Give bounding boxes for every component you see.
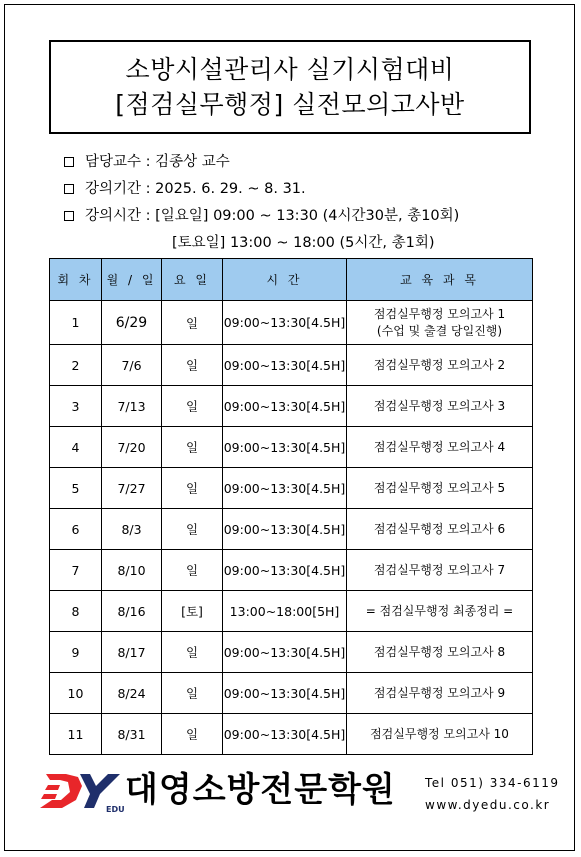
cell-time: 09:00~13:30[4.5H]: [223, 386, 347, 427]
cell-session: 4: [50, 427, 102, 468]
cell-day: 일: [162, 427, 223, 468]
cell-day: 일: [162, 386, 223, 427]
cell-session: 11: [50, 714, 102, 755]
checkbox-bullet-icon: [64, 184, 74, 194]
header-day: 요 일: [162, 259, 223, 301]
table-row: [50, 468, 533, 509]
contact-info: [425, 772, 560, 816]
cell-time: 09:00~13:30[4.5H]: [223, 468, 347, 509]
time-row: [64, 202, 544, 229]
cell-date: 7/13: [102, 386, 162, 427]
header-course: 교 육 과 목: [347, 259, 533, 301]
table-header-row: [50, 259, 533, 301]
cell-course: 점검실무행정 모의고사 8: [347, 632, 533, 673]
cell-date: 8/17: [102, 632, 162, 673]
cell-date: 8/24: [102, 673, 162, 714]
cell-date: 7/6: [102, 345, 162, 386]
cell-time: 09:00~13:30[4.5H]: [223, 632, 347, 673]
course-title: 점검실무행정 모의고사 1: [373, 306, 506, 321]
logo-sub-text: EDU: [106, 805, 125, 814]
cell-session: 8: [50, 591, 102, 632]
cell-session: 2: [50, 345, 102, 386]
cell-session: 10: [50, 673, 102, 714]
course-note: (수업 및 출결 당일진행): [376, 323, 503, 338]
cell-date: 7/20: [102, 427, 162, 468]
table-row: [50, 632, 533, 673]
table-row: [50, 301, 533, 345]
cell-day: 일: [162, 301, 223, 345]
cell-session: 3: [50, 386, 102, 427]
cell-time: 09:00~13:30[4.5H]: [223, 509, 347, 550]
cell-date: 7/27: [102, 468, 162, 509]
cell-session: 7: [50, 550, 102, 591]
cell-date: 8/31: [102, 714, 162, 755]
table-row: [50, 550, 533, 591]
cell-session: 9: [50, 632, 102, 673]
cell-course: = 점검실무행정 최종정리 =: [347, 591, 533, 632]
cell-time: 09:00~13:30[4.5H]: [223, 673, 347, 714]
period-row: [64, 175, 544, 202]
header-time: 시 간: [223, 259, 347, 301]
cell-course: 점검실무행정 모의고사 7: [347, 550, 533, 591]
cell-course: 점검실무행정 모의고사 5: [347, 468, 533, 509]
website-url: www.dyedu.co.kr: [425, 798, 551, 812]
schedule-table: [49, 258, 533, 755]
title-line-2: [점검실무행정] 실전모의고사반: [115, 90, 465, 119]
cell-time: 09:00~13:30[4.5H]: [223, 301, 347, 345]
cell-time: 09:00~13:30[4.5H]: [223, 345, 347, 386]
cell-time: 13:00~18:00[5H]: [223, 591, 347, 632]
checkbox-bullet-icon: [64, 211, 74, 221]
cell-course: 점검실무행정 모의고사 3: [347, 386, 533, 427]
cell-day: 일: [162, 673, 223, 714]
header-session: 회 차: [50, 259, 102, 301]
cell-course: 점검실무행정 모의고사 2: [347, 345, 533, 386]
time-text-1: 강의시간 : [일요일] 09:00 ~ 13:30 (4시간30분, 총10회): [85, 207, 460, 224]
cell-time: 09:00~13:30[4.5H]: [223, 550, 347, 591]
title-box: [49, 40, 531, 134]
table-row: [50, 673, 533, 714]
cell-date: 8/16: [102, 591, 162, 632]
instructor-text: 담당교수 : 김종상 교수: [85, 153, 230, 170]
period-text: 강의기간 : 2025. 6. 29. ~ 8. 31.: [85, 180, 306, 197]
cell-date: 8/10: [102, 550, 162, 591]
cell-time: 09:00~13:30[4.5H]: [223, 714, 347, 755]
table-row: [50, 345, 533, 386]
footer: [40, 766, 560, 816]
table-row: [50, 386, 533, 427]
cell-course: [347, 301, 533, 345]
cell-day: 일: [162, 632, 223, 673]
dy-edu-logo-icon: [40, 768, 125, 814]
phone-number: Tel 051) 334-6119: [425, 776, 560, 790]
cell-course: 점검실무행정 모의고사 9: [347, 673, 533, 714]
cell-course: 점검실무행정 모의고사 4: [347, 427, 533, 468]
cell-session: 5: [50, 468, 102, 509]
time-row-2: [64, 229, 544, 256]
header-date: 월 / 일: [102, 259, 162, 301]
title-line-1: 소방시설관리사 실기시험대비: [125, 55, 455, 84]
table-row: [50, 591, 533, 632]
cell-day: 일: [162, 550, 223, 591]
cell-session: 1: [50, 301, 102, 345]
cell-day: 일: [162, 345, 223, 386]
cell-course: 점검실무행정 모의고사 6: [347, 509, 533, 550]
table-row: [50, 714, 533, 755]
cell-date: 8/3: [102, 509, 162, 550]
cell-day: [토]: [162, 591, 223, 632]
cell-day: 일: [162, 714, 223, 755]
cell-date: 6/29: [102, 301, 162, 345]
table-row: [50, 509, 533, 550]
table-row: [50, 427, 533, 468]
instructor-row: [64, 148, 544, 175]
time-text-2: [토요일] 13:00 ~ 18:00 (5시간, 총1회): [172, 234, 435, 251]
cell-course: 점검실무행정 모의고사 10: [347, 714, 533, 755]
cell-day: 일: [162, 468, 223, 509]
cell-day: 일: [162, 509, 223, 550]
academy-name: 대영소방전문학원: [125, 770, 396, 810]
cell-time: 09:00~13:30[4.5H]: [223, 427, 347, 468]
checkbox-bullet-icon: [64, 157, 74, 167]
cell-session: 6: [50, 509, 102, 550]
course-info: [64, 148, 544, 256]
